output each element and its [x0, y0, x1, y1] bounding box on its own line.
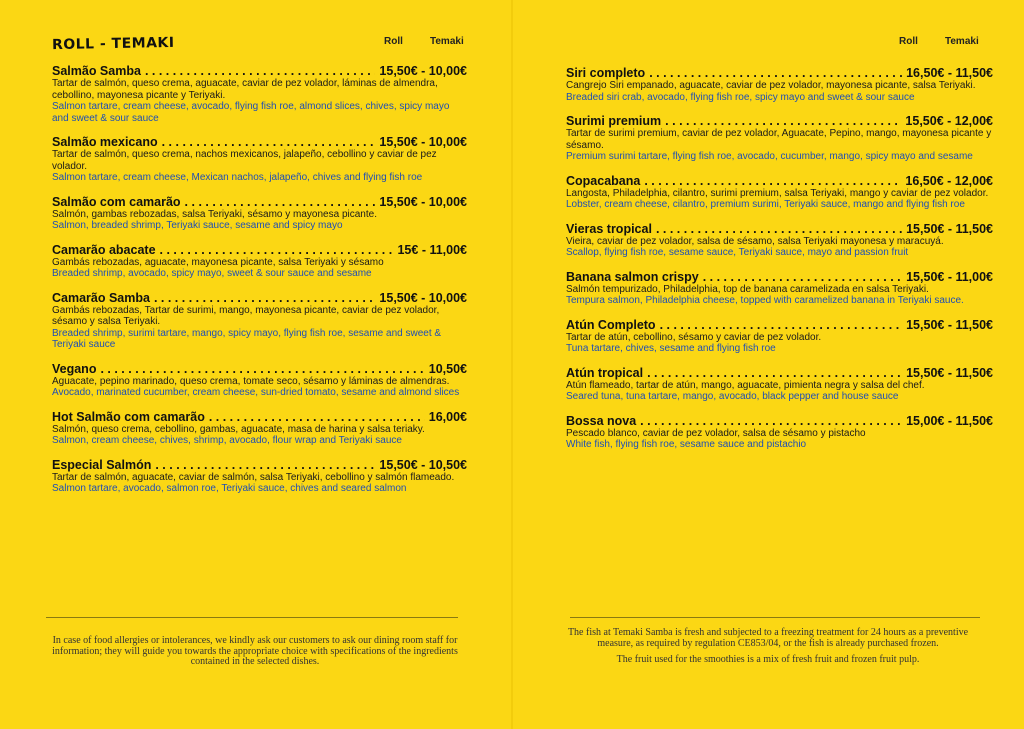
- menu-items-right: [566, 66, 993, 462]
- menu-item-header: [52, 64, 467, 78]
- menu-item-price: 15,50€ - 11,50€: [906, 317, 993, 332]
- fruit-note-text: The fruit used for the smoothies is a mix of fresh fruit and frozen fruit pulp.: [616, 654, 920, 665]
- menu-item: [566, 174, 993, 211]
- divider: [570, 617, 980, 618]
- menu-item-price: 15,50€ - 11,00€: [906, 269, 993, 284]
- menu-item-description-es: Gambás rebozadas, Tartar de surimi, mango, mayonesa picante, caviar de pez volador, sésamo y salsa Teriyaki.: [52, 304, 440, 327]
- menu-item-description-en: Seared tuna, tuna tartare, mango, avocado, black pepper and house sauce: [566, 391, 899, 402]
- menu-item-description-es: Gambás rebozadas, aguacate, mayonesa picante, salsa Teriyaki y sésamo: [52, 256, 384, 268]
- menu-item-header: [566, 366, 993, 380]
- menu-item-header: [52, 135, 467, 149]
- menu-item-description-en: Tempura salmon, Philadelphia cheese, topped with caramelized banana in Teriyaki sauce.: [566, 295, 964, 306]
- menu-item-price: 15,50€ - 10,00€: [379, 290, 467, 305]
- menu-item-header: [566, 414, 993, 428]
- menu-item-price: 15,50€ - 11,50€: [906, 221, 993, 236]
- menu-item-price: 15,50€ - 11,50€: [906, 365, 993, 380]
- allergy-note: [46, 636, 464, 668]
- menu-item-header: [52, 362, 467, 376]
- menu-item-name: Salmão com camarão: [52, 194, 181, 209]
- menu-item: [52, 64, 467, 124]
- menu-item: [52, 410, 467, 447]
- menu-item-description-es: Aguacate, pepino marinado, queso crema, tomate seco, sésamo y láminas de almendras.: [52, 375, 450, 387]
- menu-item-name: Vegano: [52, 361, 97, 376]
- dot-leader: [209, 410, 425, 424]
- menu-item-header: [52, 458, 467, 472]
- menu-item-price: 15,00€ - 11,50€: [906, 413, 993, 428]
- menu-item-header: [566, 318, 993, 332]
- dot-leader: [145, 64, 375, 78]
- menu-item-price: 15,50€ - 10,00€: [379, 135, 467, 149]
- dot-leader: [649, 66, 902, 80]
- dot-leader: [162, 135, 376, 149]
- menu-item-name: Bossa nova: [566, 413, 637, 428]
- menu-item-description-es: Tartar de atún, cebollino, sésamo y caviar de pez volador.: [566, 331, 822, 343]
- menu-item-description-en: Breaded shrimp, surimi tartare, mango, spicy mayo, flying fish roe, sesame and sweet & Teriyaki sauce: [52, 327, 442, 350]
- column-header-roll: Roll: [384, 36, 403, 47]
- dot-leader: [660, 318, 903, 332]
- menu-item-description-en: Salmon, cream cheese, chives, shrimp, avocado, flour wrap and Teriyaki sauce: [52, 435, 402, 446]
- dot-leader: [160, 243, 394, 257]
- right-page: [512, 0, 1024, 729]
- divider: [46, 617, 458, 618]
- menu-item-name: Camarão abacate: [52, 242, 156, 257]
- menu-item: [52, 243, 467, 280]
- menu-item-description-es: Tartar de surimi premium, caviar de pez volador, Aguacate, Pepino, mango, mayonesa picante y sésamo.: [566, 128, 992, 151]
- menu-item-header: [52, 195, 467, 209]
- menu-item-name: Hot Salmão com camarão: [52, 409, 205, 424]
- menu-item-description-es: Tartar de salmón, queso crema, aguacate, caviar de pez volador, láminas de almendra, cebollino, mayonesa picante y Teriyaki.: [52, 78, 438, 101]
- dot-leader: [644, 174, 901, 188]
- menu-item-name: Especial Salmón: [52, 457, 152, 472]
- dot-leader: [665, 114, 901, 128]
- menu-item-name: Atún Completo: [566, 317, 656, 332]
- menu-item-name: Banana salmon crispy: [566, 269, 699, 284]
- menu-item-description-es: Cangrejo Siri empanado, aguacate, caviar de pez volador, mayonesa picante, salsa Teriyaki.: [566, 80, 976, 91]
- dot-leader: [647, 366, 902, 380]
- menu-item: [52, 291, 467, 351]
- menu-item-header: [566, 66, 993, 80]
- menu-item-price: 15,50€ - 10,00€: [379, 194, 467, 209]
- dot-leader: [703, 270, 902, 284]
- column-header-roll: Roll: [899, 36, 918, 47]
- menu-items-left: [52, 64, 467, 506]
- menu-item-name: Salmão mexicano: [52, 135, 158, 149]
- menu-item-description-es: Pescado blanco, caviar de pez volador, salsa de sésamo y pistacho: [566, 427, 866, 439]
- menu-item-header: [566, 114, 993, 128]
- menu-item: [566, 270, 993, 307]
- dot-leader: [640, 414, 902, 428]
- menu-item-description-en: Scallop, flying fish roe, sesame sauce, Teriyaki sauce, mayo and passion fruit: [566, 247, 909, 258]
- menu-item-price: 15,50€ - 10,50€: [379, 457, 467, 472]
- menu-item-description-es: Tartar de salmón, aguacate, caviar de salmón, salsa Teriyaki, cebollino y salmón flameado.: [52, 471, 455, 483]
- menu-item-name: Siri completo: [566, 66, 646, 80]
- menu-item-description-en: Premium surimi tartare, flying fish roe, avocado, cucumber, mango, spicy mayo and sesame: [566, 151, 973, 162]
- menu-item-name: Salmão Samba: [52, 64, 141, 78]
- menu-item-description-es: Langosta, Philadelphia, cilantro, surimi premium, salsa Teriyaki, mango y caviar de pez volador.: [566, 187, 989, 199]
- menu-item-description-es: Tartar de salmón, queso crema, nachos mexicanos, jalapeño, cebollino y caviar de pez volador.: [52, 149, 437, 172]
- menu-item: [566, 222, 993, 259]
- menu-item: [566, 114, 993, 163]
- menu-item-price: 15,50€ - 12,00€: [905, 114, 993, 128]
- menu-item-description-en: Salmon tartare, cream cheese, avocado, flying fish roe, almond slices, chives, spicy mayo and sweet & sour sauce: [52, 101, 450, 124]
- menu-item-name: Surimi premium: [566, 114, 662, 128]
- menu-item-price: 15,50€ - 10,00€: [379, 64, 467, 78]
- allergy-note-text: In case of food allergies or intolerances, we kindly ask our customers to ask our dining room staff for information; they will guide you towards the appropriate choice with specifications of the ingredients contained in the selected dishes.: [52, 635, 458, 667]
- column-header-temaki: Temaki: [430, 36, 464, 47]
- menu-item-description-es: Atún flameado, tartar de atún, mango, aguacate, pimienta negra y salsa del chef.: [566, 379, 925, 391]
- menu-item-header: [566, 174, 993, 188]
- menu-item: [566, 414, 993, 451]
- menu-item-description-en: Salmon tartare, cream cheese, Mexican nachos, jalapeño, chives and flying fish roe: [52, 172, 423, 183]
- fish-note: [566, 628, 970, 666]
- dot-leader: [185, 195, 376, 209]
- menu-item-header: [52, 243, 467, 257]
- menu-item: [52, 195, 467, 232]
- menu-item-description-en: Salmon, breaded shrimp, Teriyaki sauce, sesame and spicy mayo: [52, 220, 343, 231]
- menu-item-description-es: Salmón, gambas rebozadas, salsa Teriyaki, sésamo y mayonesa picante.: [52, 208, 377, 220]
- dot-leader: [154, 291, 375, 305]
- dot-leader: [155, 458, 375, 472]
- menu-item-description-en: Salmon tartare, avocado, salmon roe, Teriyaki sauce, chives and seared salmon: [52, 483, 407, 494]
- menu-item-header: [52, 291, 467, 305]
- menu-item-description-en: Tuna tartare, chives, sesame and flying fish roe: [566, 343, 776, 354]
- menu-item-price: 16,50€ - 11,50€: [906, 66, 993, 80]
- menu-item-header: [566, 222, 993, 236]
- menu-item: [52, 362, 467, 399]
- menu-item-name: Camarão Samba: [52, 290, 150, 305]
- dot-leader: [100, 362, 424, 376]
- menu-item: [566, 318, 993, 355]
- menu-item-description-en: Breaded shrimp, avocado, spicy mayo, sweet & sour sauce and sesame: [52, 268, 372, 279]
- menu-item-name: Atún tropical: [566, 365, 644, 380]
- menu-item-price: 16,50€ - 12,00€: [905, 173, 993, 188]
- menu-item-price: 10,50€: [428, 361, 467, 376]
- menu-item-description-en: Breaded siri crab, avocado, flying fish roe, spicy mayo and sweet & sour sauce: [566, 91, 915, 103]
- menu-item-description-en: White fish, flying fish roe, sesame sauce and pistachio: [566, 439, 807, 450]
- menu-item-price: 15€ - 11,00€: [397, 242, 467, 257]
- section-title: ROLL - TEMAKI: [51, 34, 175, 54]
- menu-item-description-en: Lobster, cream cheese, cilantro, premium surimi, Teriyaki sauce, mango and flying fish roe: [566, 199, 965, 210]
- menu-item-name: Copacabana: [566, 173, 641, 188]
- menu-item-price: 16,00€: [428, 409, 467, 424]
- dot-leader: [656, 222, 902, 236]
- column-header-temaki: Temaki: [945, 36, 979, 47]
- menu-item-header: [52, 410, 467, 424]
- menu-item: [566, 66, 993, 103]
- menu-item-name: Vieras tropical: [566, 221, 652, 236]
- menu-item-header: [566, 270, 993, 284]
- menu-item-description-en: Avocado, marinated cucumber, cream cheese, sun-dried tomato, sesame and almond slices: [52, 387, 460, 398]
- menu-item-description-es: Salmón, queso crema, cebollino, gambas, aguacate, masa de harina y salsa teriaky.: [52, 423, 425, 435]
- menu-item-description-es: Vieira, caviar de pez volador, salsa de sésamo, salsa Teriyaki mayonesa y maracuyá.: [566, 235, 944, 247]
- menu-item: [52, 135, 467, 184]
- menu-item-description-es: Salmón tempurizado, Philadelphia, top de banana caramelizada en salsa Teriyaki.: [566, 283, 929, 295]
- menu-item: [52, 458, 467, 495]
- fish-note-text: The fish at Temaki Samba is fresh and subjected to a freezing treatment for 24 hours as a preventive measure, as required by regulation CE853/04, or the fish is already purchased frozen.: [567, 627, 969, 649]
- menu-item: [566, 366, 993, 403]
